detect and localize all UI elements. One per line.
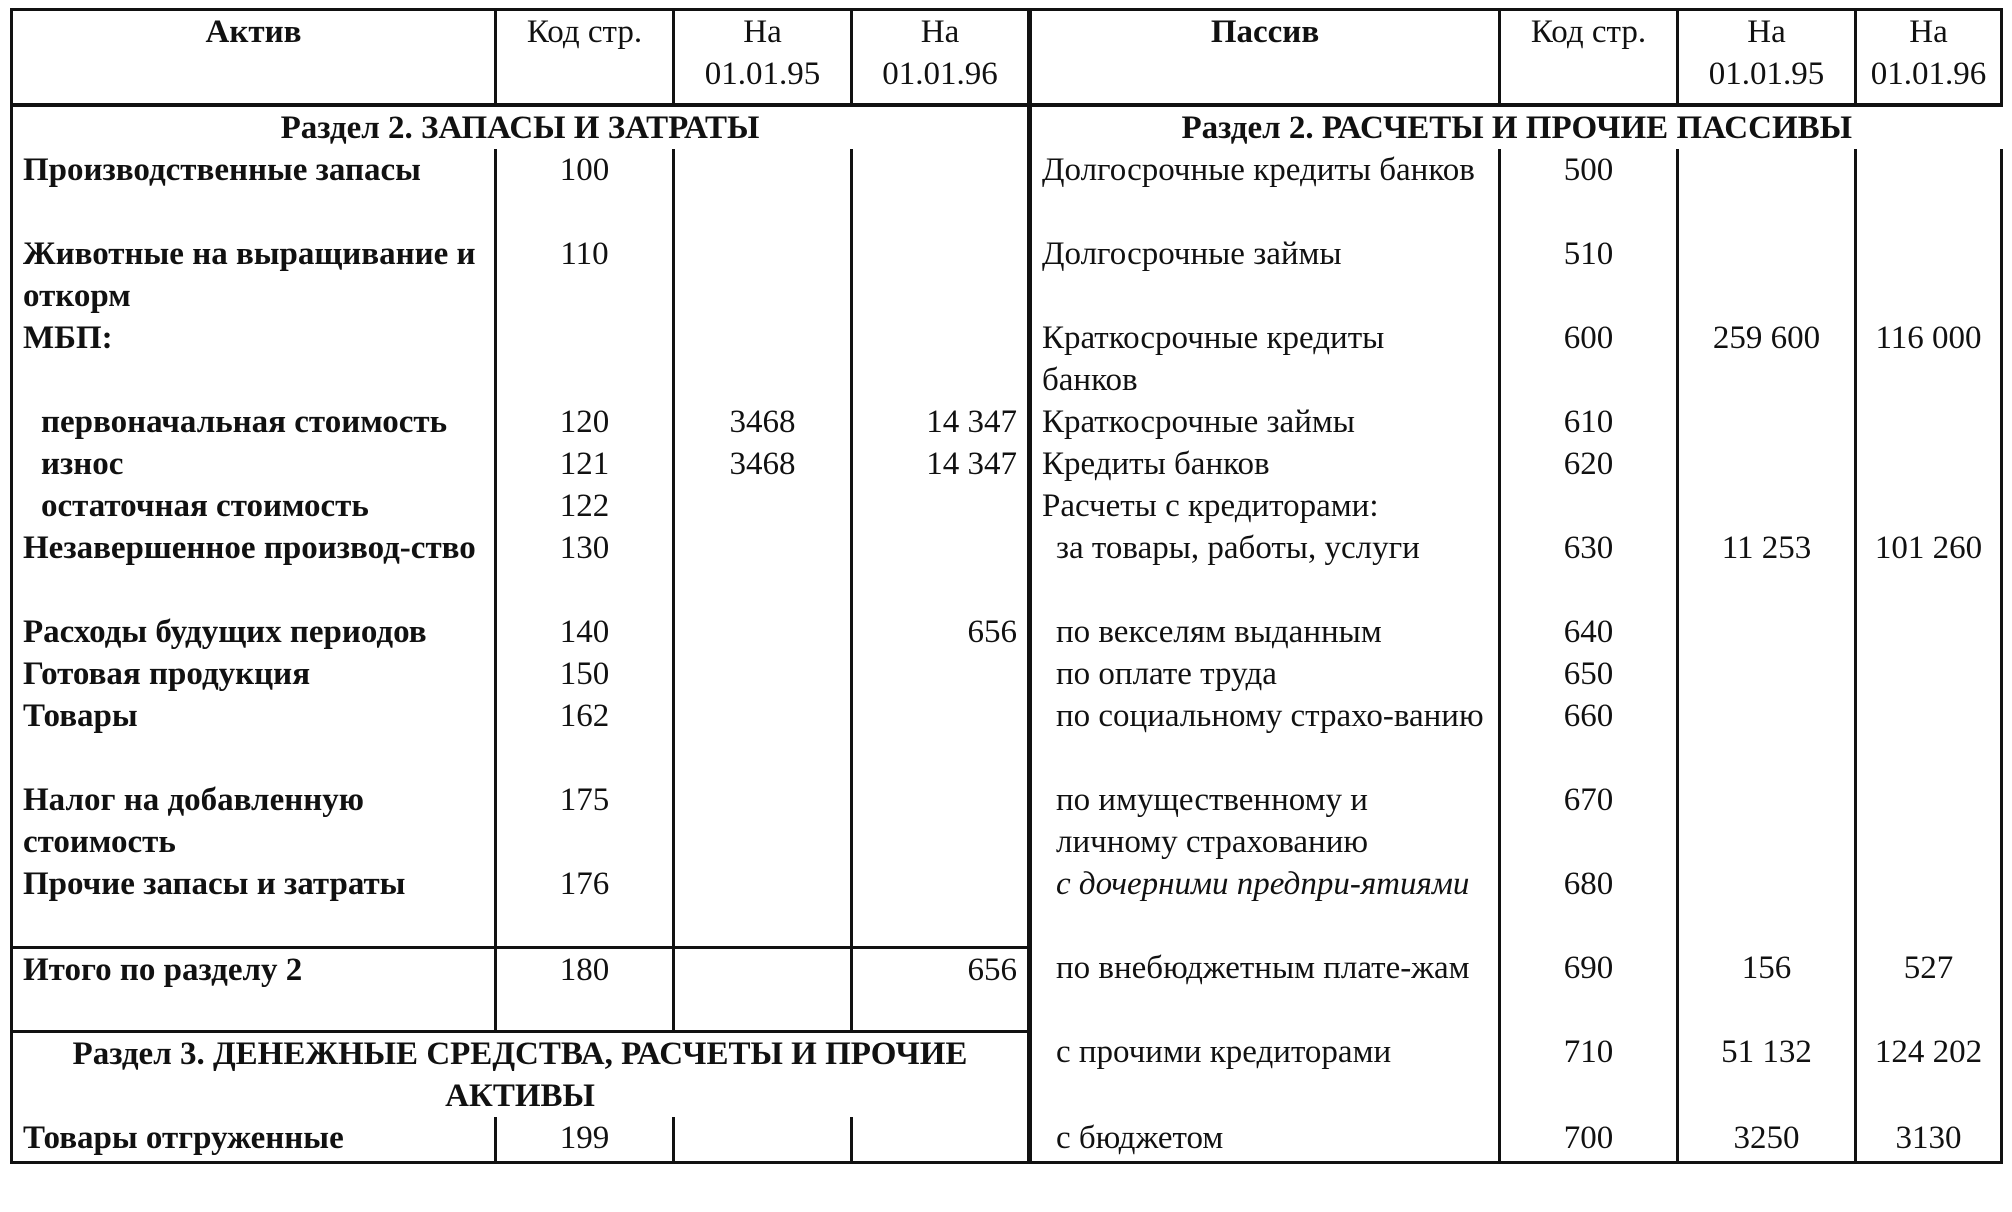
liability-v96: 101 260 [1856, 527, 2002, 611]
table-row [12, 1031, 2002, 1117]
asset-name: Товары [12, 695, 496, 779]
asset-code: 120 [496, 401, 674, 443]
asset-v96 [852, 485, 1030, 527]
asset-name: Расходы будущих периодов [12, 611, 496, 653]
liability-v96: 527 [1856, 947, 2002, 1031]
asset-code: 110 [496, 233, 674, 317]
asset-name: Прочие запасы и затраты [12, 863, 496, 947]
asset-name: МБП: [12, 317, 496, 401]
liability-code: 710 [1500, 1031, 1678, 1117]
liability-v95 [1678, 401, 1856, 443]
header-date-96-left: На 01.01.96 [852, 10, 1030, 106]
asset-v95 [674, 317, 852, 401]
section3-title-left: Раздел 3. ДЕНЕЖНЫЕ СРЕДСТВА, РАСЧЕТЫ И ПРОЧИЕ АКТИВЫ [12, 1031, 1030, 1117]
liability-code: 620 [1500, 443, 1678, 485]
asset-v95 [674, 863, 852, 947]
asset-v96 [852, 779, 1030, 863]
liability-v96: 3130 [1856, 1117, 2002, 1163]
liability-name: Кредиты банков [1030, 443, 1500, 485]
liability-code [1500, 485, 1678, 527]
liability-v95 [1678, 695, 1856, 779]
liability-v96 [1856, 485, 2002, 527]
liability-v96 [1856, 401, 2002, 443]
table-row [12, 443, 2002, 485]
table-row [12, 233, 2002, 317]
table-row [12, 1117, 2002, 1163]
liability-name: по внебюджетным плате-жам [1030, 947, 1500, 1031]
balance-sheet [10, 8, 2000, 1204]
liability-v95 [1678, 485, 1856, 527]
asset-v95 [674, 653, 852, 695]
asset-total-code: 180 [496, 947, 674, 1031]
liability-code: 650 [1500, 653, 1678, 695]
asset-code: 176 [496, 863, 674, 947]
asset-code: 199 [496, 1117, 674, 1163]
asset-name: Товары отгруженные [12, 1117, 496, 1163]
liability-name: Расчеты с кредиторами: [1030, 485, 1500, 527]
asset-v95 [674, 695, 852, 779]
asset-v96 [852, 317, 1030, 401]
table-row [12, 149, 2002, 233]
asset-v95: 3468 [674, 443, 852, 485]
section-title-left: Раздел 2. ЗАПАСЫ И ЗАТРАТЫ [12, 105, 1030, 149]
liability-code: 600 [1500, 317, 1678, 401]
liability-name: Долгосрочные кредиты банков [1030, 149, 1500, 233]
liability-name: по оплате труда [1030, 653, 1500, 695]
asset-code [496, 317, 674, 401]
liability-name: с дочерними предпри-ятиями [1030, 863, 1500, 947]
header-aktiv: Актив [12, 10, 496, 106]
liability-name: Краткосрочные кредиты банков [1030, 317, 1500, 401]
asset-name: Животные на выращивание и откорм [12, 233, 496, 317]
table-row [12, 779, 2002, 863]
asset-total-v96: 656 [852, 947, 1030, 1031]
liability-v96 [1856, 611, 2002, 653]
liability-v95: 259 600 [1678, 317, 1856, 401]
asset-v96 [852, 233, 1030, 317]
liability-v95: 11 253 [1678, 527, 1856, 611]
table-row [12, 611, 2002, 653]
liability-v95 [1678, 611, 1856, 653]
liability-v95 [1678, 863, 1856, 947]
liability-v96 [1856, 653, 2002, 695]
table-row [12, 695, 2002, 779]
liability-name: по имущественному и личному страхованию [1030, 779, 1500, 863]
asset-v96 [852, 149, 1030, 233]
liability-v95 [1678, 149, 1856, 233]
asset-name: первоначальная стоимость [12, 401, 496, 443]
asset-code: 122 [496, 485, 674, 527]
asset-name: износ [12, 443, 496, 485]
liability-name: за товары, работы, услуги [1030, 527, 1500, 611]
asset-v96 [852, 653, 1030, 695]
liability-name: Краткосрочные займы [1030, 401, 1500, 443]
asset-v96: 14 347 [852, 443, 1030, 485]
liability-v96 [1856, 443, 2002, 485]
liability-v96 [1856, 233, 2002, 317]
liability-code: 610 [1500, 401, 1678, 443]
header-passiv: Пассив [1030, 10, 1500, 106]
asset-code: 100 [496, 149, 674, 233]
liability-v96: 116 000 [1856, 317, 2002, 401]
liability-code: 690 [1500, 947, 1678, 1031]
asset-code: 130 [496, 527, 674, 611]
asset-v95 [674, 149, 852, 233]
table-row [12, 317, 2002, 401]
liability-v95: 3250 [1678, 1117, 1856, 1163]
asset-v96: 14 347 [852, 401, 1030, 443]
asset-code: 121 [496, 443, 674, 485]
table-row [12, 947, 2002, 1031]
asset-v95 [674, 611, 852, 653]
table-row [12, 863, 2002, 947]
asset-total-v95 [674, 947, 852, 1031]
asset-name: остаточная стоимость [12, 485, 496, 527]
liability-v95 [1678, 653, 1856, 695]
liability-name: по векселям выданным [1030, 611, 1500, 653]
asset-v95: 3468 [674, 401, 852, 443]
asset-name: Налог на добавленную стоимость [12, 779, 496, 863]
liability-v96 [1856, 779, 2002, 863]
asset-name: Готовая продукция [12, 653, 496, 695]
liability-v96 [1856, 149, 2002, 233]
asset-code: 175 [496, 779, 674, 863]
liability-v95 [1678, 779, 1856, 863]
liability-code: 500 [1500, 149, 1678, 233]
liability-code: 630 [1500, 527, 1678, 611]
asset-total-name: Итого по разделу 2 [12, 947, 496, 1031]
liability-v95: 51 132 [1678, 1031, 1856, 1117]
table-row [12, 653, 2002, 695]
liability-code: 700 [1500, 1117, 1678, 1163]
asset-v96 [852, 527, 1030, 611]
balance-table [10, 8, 2003, 1164]
liability-code: 660 [1500, 695, 1678, 779]
asset-v95 [674, 233, 852, 317]
liability-code: 640 [1500, 611, 1678, 653]
liability-v95: 156 [1678, 947, 1856, 1031]
liability-v95 [1678, 233, 1856, 317]
liability-code: 680 [1500, 863, 1678, 947]
asset-v96 [852, 1117, 1030, 1163]
liability-name: Долгосрочные займы [1030, 233, 1500, 317]
liability-name: по социальному страхо-ванию [1030, 695, 1500, 779]
asset-code: 150 [496, 653, 674, 695]
asset-code: 140 [496, 611, 674, 653]
asset-v96: 656 [852, 611, 1030, 653]
asset-v95 [674, 779, 852, 863]
liability-v96 [1856, 695, 2002, 779]
asset-name: Незавершенное производ-ство [12, 527, 496, 611]
liability-v95 [1678, 443, 1856, 485]
table-row [12, 401, 2002, 443]
asset-v96 [852, 863, 1030, 947]
asset-v95 [674, 1117, 852, 1163]
asset-v96 [852, 695, 1030, 779]
header-date-95-left: На 01.01.95 [674, 10, 852, 106]
section-title-right: Раздел 2. РАСЧЕТЫ И ПРОЧИЕ ПАССИВЫ [1181, 110, 1853, 146]
asset-code: 162 [496, 695, 674, 779]
liability-v96: 124 202 [1856, 1031, 2002, 1117]
liability-name: с бюджетом [1030, 1117, 1500, 1163]
header-code-right: Код стр. [1500, 10, 1678, 106]
asset-v95 [674, 527, 852, 611]
liability-code: 510 [1500, 233, 1678, 317]
table-row [12, 105, 2002, 149]
header-date-95-right: На 01.01.95 [1678, 10, 1856, 106]
header-row [12, 10, 2002, 106]
liability-v96 [1856, 863, 2002, 947]
header-date-96-right: На 01.01.96 [1856, 10, 2002, 106]
liability-code: 670 [1500, 779, 1678, 863]
table-row [12, 527, 2002, 611]
asset-v95 [674, 485, 852, 527]
asset-name: Производственные запасы [12, 149, 496, 233]
header-code-left: Код стр. [496, 10, 674, 106]
table-row [12, 485, 2002, 527]
liability-name: с прочими кредиторами [1030, 1031, 1500, 1117]
